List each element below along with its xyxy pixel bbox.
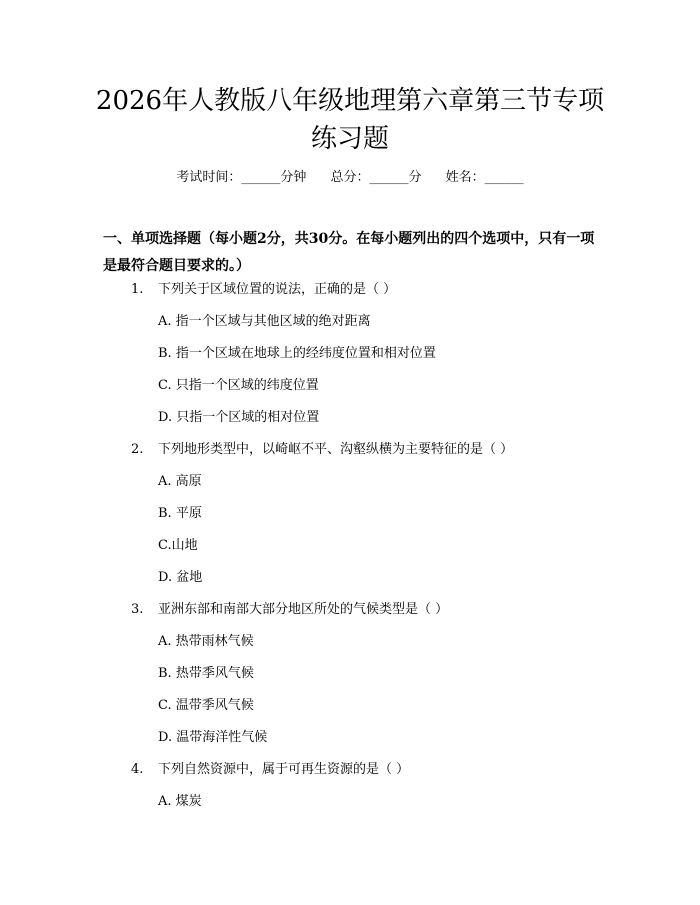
question-option: D. 温带海洋性气候	[158, 730, 268, 745]
exam-info-line	[0, 168, 700, 188]
question-text: 下列关于区域位置的说法，正确的是（ ）	[158, 282, 397, 297]
question-number: 2.	[131, 442, 144, 457]
exam-time-field: 考试时间：______分钟	[176, 170, 307, 185]
question-option: B. 指一个区域在地球上的经纬度位置和相对位置	[158, 346, 436, 361]
question-text: 亚洲东部和南部大部分地区所处的气候类型是（ ）	[158, 602, 449, 617]
section-heading-line-1: 一、单项选择题（每小题2分，共30分。在每小题列出的四个选项中，只有一项	[103, 231, 595, 247]
question-option: B. 平原	[158, 506, 202, 521]
question-number: 4.	[131, 762, 144, 777]
question-option: A. 热带雨林气候	[158, 634, 254, 649]
question-option: D. 只指一个区域的相对位置	[158, 410, 320, 425]
title-line-2: 练习题	[310, 124, 389, 154]
question-number: 1.	[131, 282, 144, 297]
question-option: D. 盆地	[158, 570, 203, 585]
question-option: A. 煤炭	[158, 794, 202, 809]
question-option: B. 热带季风气候	[158, 666, 254, 681]
question-option: C. 只指一个区域的纬度位置	[158, 378, 319, 393]
title-line-1: 2026年人教版八年级地理第六章第三节专项	[95, 86, 605, 116]
total-score-field: 总分：______分	[330, 170, 422, 185]
question-number: 3.	[131, 602, 144, 617]
question-option: C. 温带季风气候	[158, 698, 254, 713]
question-text: 下列地形类型中，以崎岖不平、沟壑纵横为主要特征的是（ ）	[158, 442, 514, 457]
question-option: C.山地	[158, 538, 198, 553]
section-heading-line-2: 是最符合题目要求的。）	[103, 258, 250, 274]
student-name-field: 姓名：______	[445, 170, 524, 185]
question-option: A. 高原	[158, 474, 202, 489]
document-title	[60, 82, 640, 158]
question-option: A. 指一个区域与其他区域的绝对距离	[158, 314, 371, 329]
section-heading	[103, 226, 603, 280]
question-text: 下列自然资源中，属于可再生资源的是（ ）	[158, 762, 410, 777]
